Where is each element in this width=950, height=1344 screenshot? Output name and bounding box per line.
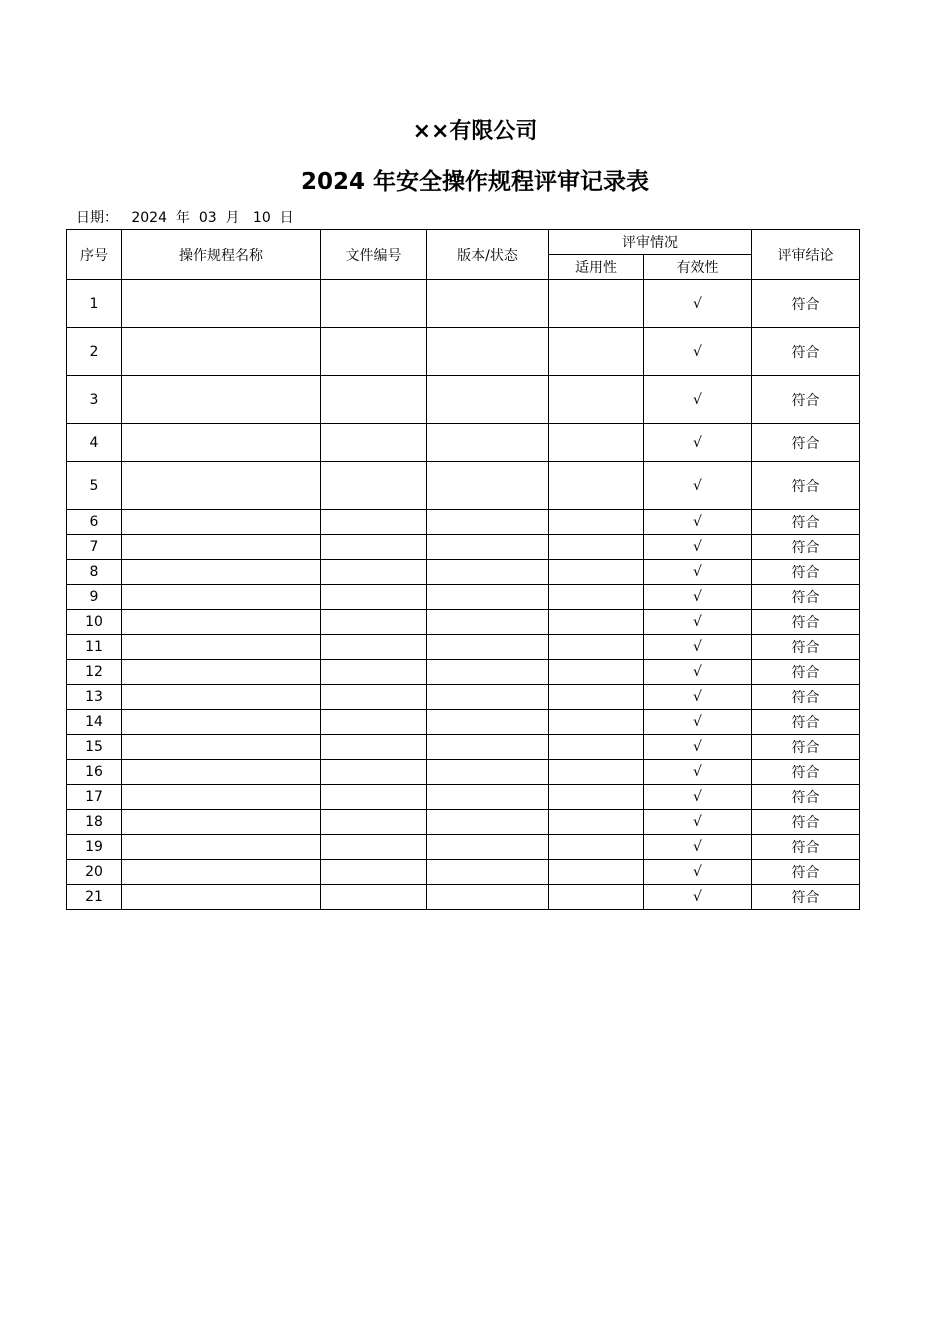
cell-validity: √ (644, 760, 752, 785)
cell-version (427, 280, 549, 328)
header-seq: 序号 (67, 230, 122, 280)
cell-name (122, 685, 321, 710)
cell-version (427, 785, 549, 810)
cell-applicability (549, 376, 644, 424)
table-row (67, 810, 860, 835)
cell-seq: 7 (67, 535, 122, 560)
cell-name (122, 560, 321, 585)
cell-seq: 10 (67, 610, 122, 635)
cell-conclusion: 符合 (752, 328, 860, 376)
cell-doc-no (321, 785, 427, 810)
company-name: ××有限公司 (412, 119, 538, 144)
cell-conclusion: 符合 (752, 510, 860, 535)
cell-name (122, 535, 321, 560)
cell-validity: √ (644, 610, 752, 635)
cell-name (122, 280, 321, 328)
cell-validity: √ (644, 560, 752, 585)
cell-seq: 12 (67, 660, 122, 685)
cell-name (122, 462, 321, 510)
cell-seq: 15 (67, 735, 122, 760)
cell-conclusion: 符合 (752, 710, 860, 735)
cell-applicability (549, 280, 644, 328)
cell-version (427, 635, 549, 660)
cell-doc-no (321, 280, 427, 328)
cell-validity: √ (644, 735, 752, 760)
cell-conclusion: 符合 (752, 610, 860, 635)
cell-validity: √ (644, 685, 752, 710)
table-row (67, 376, 860, 424)
cell-seq: 14 (67, 710, 122, 735)
cell-doc-no (321, 560, 427, 585)
cell-doc-no (321, 660, 427, 685)
cell-validity: √ (644, 860, 752, 885)
table-row (67, 685, 860, 710)
cell-seq: 20 (67, 860, 122, 885)
cell-validity: √ (644, 660, 752, 685)
cell-conclusion: 符合 (752, 835, 860, 860)
cell-version (427, 835, 549, 860)
cell-seq: 19 (67, 835, 122, 860)
cell-doc-no (321, 585, 427, 610)
header-applicability: 适用性 (549, 255, 644, 280)
header-conclusion: 评审结论 (752, 230, 860, 280)
cell-doc-no (321, 510, 427, 535)
header-version: 版本/状态 (427, 230, 549, 280)
cell-seq: 21 (67, 885, 122, 910)
cell-applicability (549, 328, 644, 376)
cell-conclusion: 符合 (752, 860, 860, 885)
cell-conclusion: 符合 (752, 376, 860, 424)
date-month: 03 (198, 210, 217, 226)
cell-conclusion: 符合 (752, 735, 860, 760)
cell-conclusion: 符合 (752, 635, 860, 660)
cell-validity: √ (644, 835, 752, 860)
cell-seq: 4 (67, 424, 122, 462)
cell-doc-no (321, 735, 427, 760)
cell-conclusion: 符合 (752, 785, 860, 810)
document-title: 2024 年安全操作规程评审记录表 (300, 169, 650, 195)
cell-version (427, 610, 549, 635)
cell-version (427, 735, 549, 760)
cell-applicability (549, 635, 644, 660)
cell-name (122, 860, 321, 885)
cell-seq: 3 (67, 376, 122, 424)
cell-doc-no (321, 462, 427, 510)
date-label: 日期： (76, 210, 118, 226)
cell-applicability (549, 560, 644, 585)
cell-applicability (549, 860, 644, 885)
cell-validity: √ (644, 585, 752, 610)
cell-version (427, 560, 549, 585)
cell-name (122, 660, 321, 685)
cell-validity: √ (644, 462, 752, 510)
cell-validity: √ (644, 785, 752, 810)
table-row (67, 660, 860, 685)
cell-applicability (549, 710, 644, 735)
cell-validity: √ (644, 810, 752, 835)
cell-validity: √ (644, 376, 752, 424)
cell-conclusion: 符合 (752, 660, 860, 685)
cell-conclusion: 符合 (752, 585, 860, 610)
date-line (76, 207, 294, 227)
table-row (67, 424, 860, 462)
cell-version (427, 328, 549, 376)
cell-doc-no (321, 376, 427, 424)
cell-applicability (549, 885, 644, 910)
cell-conclusion: 符合 (752, 760, 860, 785)
cell-doc-no (321, 685, 427, 710)
cell-doc-no (321, 810, 427, 835)
cell-name (122, 835, 321, 860)
cell-seq: 2 (67, 328, 122, 376)
cell-doc-no (321, 424, 427, 462)
cell-version (427, 535, 549, 560)
table-row (67, 710, 860, 735)
cell-doc-no (321, 835, 427, 860)
cell-name (122, 376, 321, 424)
cell-applicability (549, 835, 644, 860)
cell-doc-no (321, 535, 427, 560)
cell-validity: √ (644, 535, 752, 560)
cell-doc-no (321, 860, 427, 885)
cell-conclusion: 符合 (752, 424, 860, 462)
cell-doc-no (321, 610, 427, 635)
header-name: 操作规程名称 (122, 230, 321, 280)
table-row (67, 635, 860, 660)
cell-conclusion: 符合 (752, 685, 860, 710)
table-row (67, 835, 860, 860)
cell-conclusion: 符合 (752, 280, 860, 328)
cell-name (122, 585, 321, 610)
cell-validity: √ (644, 510, 752, 535)
cell-validity: √ (644, 885, 752, 910)
table-row (67, 560, 860, 585)
cell-version (427, 685, 549, 710)
cell-applicability (549, 685, 644, 710)
table-row (67, 510, 860, 535)
cell-version (427, 585, 549, 610)
cell-version (427, 462, 549, 510)
header-doc-no: 文件编号 (321, 230, 427, 280)
header-review: 评审情况 (549, 230, 752, 255)
table-row (67, 280, 860, 328)
cell-applicability (549, 510, 644, 535)
cell-name (122, 610, 321, 635)
cell-applicability (549, 424, 644, 462)
cell-seq: 5 (67, 462, 122, 510)
review-record-table (66, 229, 860, 910)
cell-name (122, 635, 321, 660)
cell-name (122, 328, 321, 376)
date-month-unit: 月 (225, 210, 240, 226)
table-row (67, 885, 860, 910)
cell-version (427, 710, 549, 735)
cell-version (427, 810, 549, 835)
cell-conclusion: 符合 (752, 885, 860, 910)
table-row (67, 328, 860, 376)
cell-conclusion: 符合 (752, 810, 860, 835)
cell-doc-no (321, 710, 427, 735)
cell-version (427, 376, 549, 424)
cell-name (122, 424, 321, 462)
cell-conclusion: 符合 (752, 535, 860, 560)
cell-applicability (549, 462, 644, 510)
date-year: 2024 (131, 210, 167, 226)
table-row (67, 760, 860, 785)
table-row (67, 535, 860, 560)
cell-name (122, 885, 321, 910)
cell-conclusion: 符合 (752, 560, 860, 585)
cell-applicability (549, 810, 644, 835)
cell-applicability (549, 610, 644, 635)
cell-seq: 13 (67, 685, 122, 710)
cell-version (427, 760, 549, 785)
cell-applicability (549, 660, 644, 685)
cell-validity: √ (644, 424, 752, 462)
table-row (67, 735, 860, 760)
cell-name (122, 710, 321, 735)
cell-name (122, 735, 321, 760)
cell-validity: √ (644, 328, 752, 376)
cell-name (122, 760, 321, 785)
cell-version (427, 424, 549, 462)
date-year-unit: 年 (175, 210, 190, 226)
table-row (67, 860, 860, 885)
cell-applicability (549, 760, 644, 785)
cell-name (122, 785, 321, 810)
cell-doc-no (321, 885, 427, 910)
cell-version (427, 860, 549, 885)
cell-applicability (549, 735, 644, 760)
cell-seq: 18 (67, 810, 122, 835)
cell-seq: 17 (67, 785, 122, 810)
date-day: 10 (252, 210, 271, 226)
table-row (67, 610, 860, 635)
cell-seq: 1 (67, 280, 122, 328)
table-row (67, 785, 860, 810)
cell-validity: √ (644, 635, 752, 660)
cell-doc-no (321, 635, 427, 660)
cell-version (427, 510, 549, 535)
table-body (67, 280, 860, 910)
cell-version (427, 660, 549, 685)
cell-validity: √ (644, 710, 752, 735)
cell-applicability (549, 535, 644, 560)
cell-name (122, 810, 321, 835)
cell-seq: 6 (67, 510, 122, 535)
cell-conclusion: 符合 (752, 462, 860, 510)
table-row (67, 585, 860, 610)
table-row (67, 462, 860, 510)
cell-doc-no (321, 760, 427, 785)
cell-seq: 9 (67, 585, 122, 610)
cell-seq: 11 (67, 635, 122, 660)
cell-version (427, 885, 549, 910)
cell-validity: √ (644, 280, 752, 328)
cell-seq: 8 (67, 560, 122, 585)
date-day-unit: 日 (279, 210, 294, 226)
cell-seq: 16 (67, 760, 122, 785)
header-validity: 有效性 (644, 255, 752, 280)
cell-name (122, 510, 321, 535)
cell-doc-no (321, 328, 427, 376)
cell-applicability (549, 785, 644, 810)
cell-applicability (549, 585, 644, 610)
